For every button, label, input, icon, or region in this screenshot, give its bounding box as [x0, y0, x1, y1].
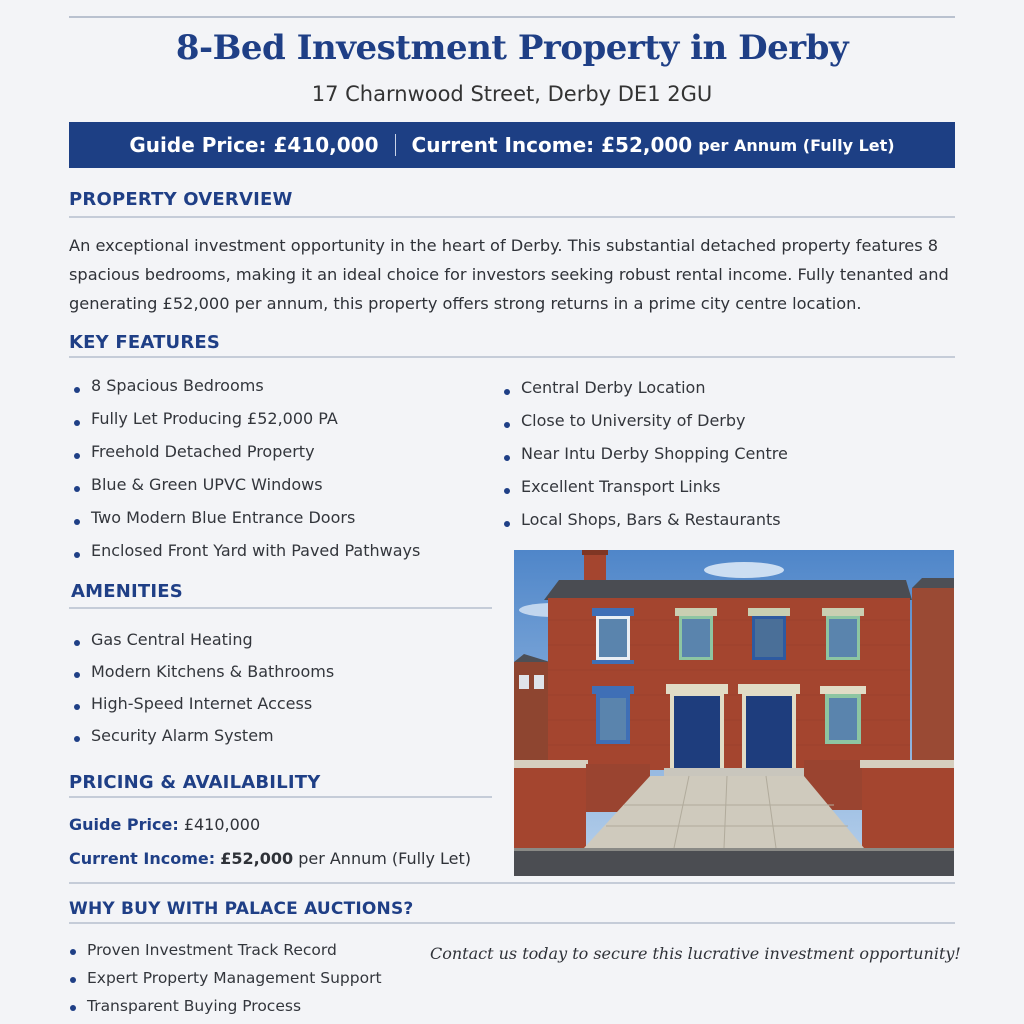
- list-item: Local Shops, Bars & Restaurants: [499, 507, 788, 540]
- key-features-left-list: [69, 373, 420, 571]
- amenities-list: [69, 627, 334, 755]
- pricing-guide-line: [69, 815, 260, 834]
- page-title: 8-Bed Investment Property in Derby: [175, 28, 849, 68]
- list-item: Close to University of Derby: [499, 408, 788, 441]
- amenities-divider: [69, 607, 492, 609]
- guide-price-label: Guide Price:: [69, 815, 179, 834]
- list-item: Enclosed Front Yard with Paved Pathways: [69, 538, 420, 571]
- why-buy-heading: WHY BUY WITH PALACE AUCTIONS?: [69, 899, 414, 919]
- overview-divider: [69, 216, 955, 218]
- key-features-right-list: [499, 375, 788, 540]
- contact-cta: Contact us today to secure this lucrative investment opportunity!: [430, 944, 961, 963]
- list-item: Excellent Transport Links: [499, 474, 788, 507]
- list-item: Gas Central Heating: [69, 627, 334, 659]
- list-item: Freehold Detached Property: [69, 439, 420, 472]
- key-features-divider: [69, 356, 955, 358]
- why-buy-list: [65, 938, 382, 1022]
- list-item: Blue & Green UPVC Windows: [69, 472, 420, 505]
- overview-heading: PROPERTY OVERVIEW: [69, 189, 293, 210]
- list-item: Central Derby Location: [499, 375, 788, 408]
- banner-separator: [395, 134, 396, 156]
- list-item: Expert Property Management Support: [65, 966, 382, 994]
- list-item: Near Intu Derby Shopping Centre: [499, 441, 788, 474]
- pricing-heading: PRICING & AVAILABILITY: [69, 772, 321, 793]
- banner-income-suffix: per Annum (Fully Let): [698, 135, 895, 155]
- list-item: Modern Kitchens & Bathrooms: [69, 659, 334, 691]
- list-item: High-Speed Internet Access: [69, 691, 334, 723]
- pricing-bottom-divider: [69, 882, 955, 884]
- income-suffix: per Annum (Fully Let): [298, 849, 472, 868]
- list-item: Security Alarm System: [69, 723, 334, 755]
- banner-income: Current Income: £52,000: [411, 133, 693, 157]
- income-label: Current Income:: [69, 849, 216, 868]
- amenities-heading: AMENITIES: [71, 581, 183, 602]
- list-item: 8 Spacious Bedrooms: [69, 373, 420, 406]
- why-buy-divider: [69, 922, 955, 924]
- list-item: Fully Let Producing £52,000 PA: [69, 406, 420, 439]
- top-divider: [69, 16, 955, 18]
- pricing-divider: [69, 796, 492, 798]
- list-item: Transparent Buying Process: [65, 994, 382, 1022]
- price-banner: [69, 122, 955, 168]
- property-address: 17 Charnwood Street, Derby DE1 2GU: [311, 82, 713, 106]
- key-features-heading: KEY FEATURES: [69, 332, 221, 353]
- overview-text: An exceptional investment opportunity in the heart of Derby. This substantial detached property features 8 spacious bedrooms, making it an ideal choice for investors seeking robust rental income. Fully tenanted and generating £52,000 per annum, this property offers strong returns in a prime city centre location.: [69, 236, 949, 313]
- banner-guide-price: Guide Price: £410,000: [129, 133, 379, 157]
- list-item: Two Modern Blue Entrance Doors: [69, 505, 420, 538]
- list-item: Proven Investment Track Record: [65, 938, 382, 966]
- property-photo: [514, 550, 954, 876]
- pricing-income-line: [69, 849, 471, 868]
- income-value: £52,000: [220, 849, 294, 868]
- guide-price-value: £410,000: [183, 815, 261, 834]
